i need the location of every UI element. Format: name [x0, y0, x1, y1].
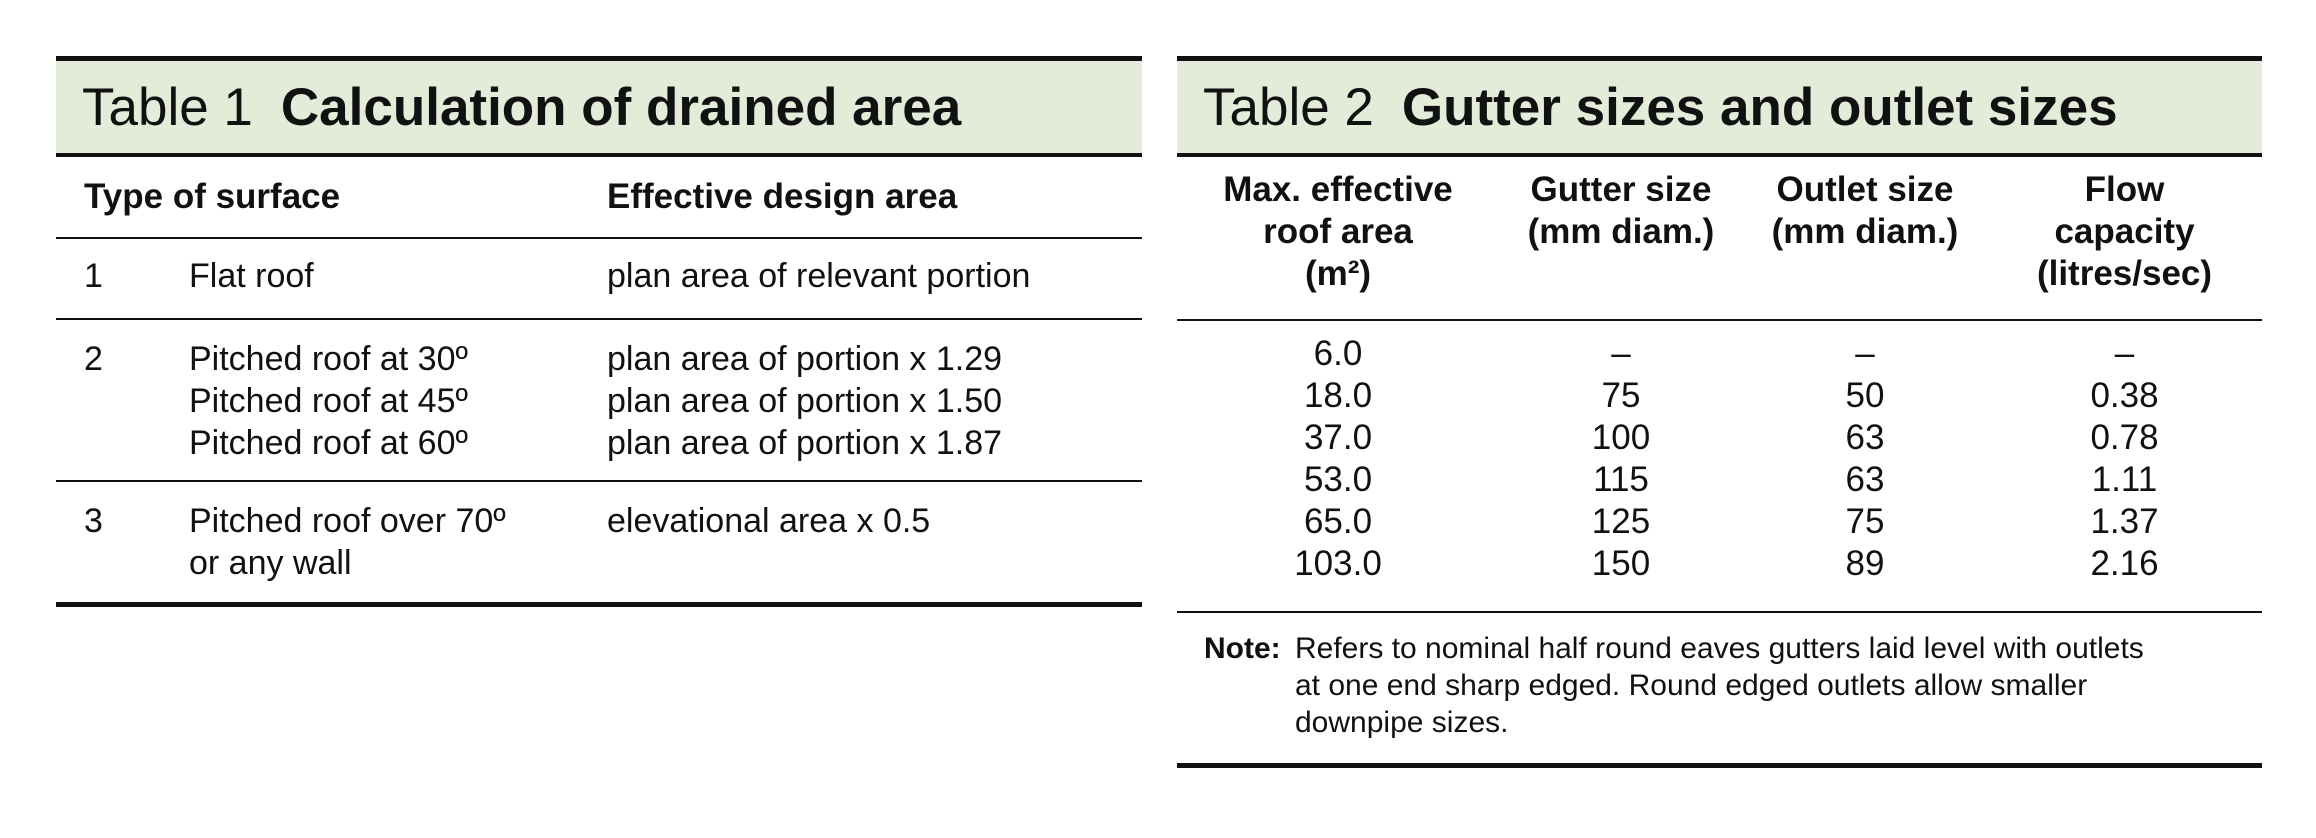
note-line: at one end sharp edged. Round edged outlets allow smaller: [1295, 669, 2088, 702]
table-2: [1177, 56, 2262, 768]
gutter-size-cell: 75: [1601, 376, 1641, 415]
outlet-size-cell: 75: [1845, 502, 1885, 541]
flow-capacity-cell: –: [2114, 334, 2135, 373]
header-line: Max. effective: [1223, 170, 1453, 209]
flow-capacity-cell: 1.37: [2090, 502, 2159, 541]
gutter-size-column: [1499, 333, 1743, 585]
table-2-body: [1177, 321, 2262, 613]
gutter-size-cell: 100: [1591, 418, 1651, 457]
surface-type: Pitched roof at 45º: [189, 382, 468, 420]
outlet-size-cell: 50: [1845, 376, 1885, 415]
flow-capacity-column: [1987, 333, 2262, 585]
outlet-size-column: [1743, 333, 1987, 585]
gutter-size-cell: 125: [1591, 502, 1651, 541]
design-area-cell: [607, 338, 1002, 464]
surface-type: Pitched roof at 60º: [189, 424, 468, 462]
outlet-size-cell: –: [1855, 334, 1875, 373]
header-line: (mm diam.): [1771, 212, 1959, 251]
table-1-title: Calculation of drained area: [280, 77, 962, 137]
header-gutter-size: [1499, 169, 1743, 253]
table-2-number: Table 2: [1203, 77, 1374, 137]
header-line: Gutter size: [1530, 170, 1712, 209]
roof-area-cell: 18.0: [1303, 376, 1373, 415]
note-line: Refers to nominal half round eaves gutters laid level with outlets: [1295, 632, 2144, 665]
note-text: [1295, 630, 2235, 741]
header-type-of-surface: Type of surface: [84, 177, 341, 216]
flow-capacity-cell: 2.16: [2090, 544, 2159, 583]
design-area: plan area of portion x 1.29: [607, 340, 1003, 378]
roof-area-cell: 6.0: [1313, 334, 1363, 373]
header-flow-capacity: [1987, 169, 2262, 295]
design-area-cell: [607, 255, 1030, 297]
roof-area-cell: 53.0: [1303, 460, 1373, 499]
table-row: [56, 239, 1142, 320]
surface-type: Pitched roof over 70º: [189, 502, 506, 540]
note-label: Note:: [1204, 632, 1281, 665]
flow-capacity-cell: 0.78: [2090, 418, 2159, 457]
header-line: roof area: [1263, 212, 1413, 251]
header-line: (m²): [1304, 254, 1372, 293]
table-2-header-row: [1177, 157, 2262, 321]
surface-type-cell: [189, 500, 506, 584]
header-line: capacity: [2054, 212, 2195, 251]
row-number: 2: [84, 340, 103, 378]
header-line: Outlet size: [1776, 170, 1954, 209]
header-line: (litres/sec): [2036, 254, 2213, 293]
header-line: Flow: [2084, 170, 2165, 209]
surface-type: Flat roof: [189, 257, 314, 295]
roof-area-column: [1177, 333, 1499, 585]
roof-area-cell: 37.0: [1303, 418, 1373, 457]
header-max-roof-area: [1177, 169, 1499, 295]
flow-capacity-cell: 1.11: [2091, 460, 2158, 499]
design-area: plan area of portion x 1.50: [607, 382, 1003, 420]
outlet-size-cell: 63: [1845, 418, 1885, 457]
roof-area-cell: 103.0: [1294, 544, 1382, 583]
row-number: 1: [84, 257, 103, 295]
table-1-number: Table 1: [82, 77, 253, 137]
gutter-size-cell: 150: [1591, 544, 1651, 583]
table-row: [56, 482, 1142, 607]
flow-capacity-cell: 0.38: [2090, 376, 2159, 415]
table-1: [56, 56, 1142, 607]
table-1-header-row: [56, 157, 1142, 239]
header-line: (mm diam.): [1527, 212, 1715, 251]
outlet-size-cell: 63: [1845, 460, 1885, 499]
outlet-size-cell: 89: [1845, 544, 1885, 583]
table-row: [56, 320, 1142, 482]
table-2-note: [1177, 613, 2262, 768]
design-area: plan area of portion x 1.87: [607, 424, 1003, 462]
table-2-title-band: [1177, 56, 2262, 157]
row-number: 3: [84, 502, 103, 540]
header-effective-design-area: Effective design area: [607, 177, 958, 216]
design-area: elevational area x 0.5: [607, 502, 931, 540]
design-area: plan area of relevant portion: [607, 257, 1031, 295]
surface-type: Pitched roof at 30º: [189, 340, 468, 378]
table-2-title: Gutter sizes and outlet sizes: [1401, 77, 2118, 137]
roof-area-cell: 65.0: [1303, 502, 1373, 541]
note-line: downpipe sizes.: [1295, 706, 1509, 739]
design-area-cell: [607, 500, 930, 542]
gutter-size-cell: 115: [1593, 460, 1649, 499]
surface-type-cell: [189, 255, 314, 297]
table-1-title-band: [56, 56, 1142, 157]
header-outlet-size: [1743, 169, 1987, 253]
gutter-size-cell: –: [1611, 334, 1631, 373]
surface-type-cell: [189, 338, 468, 464]
surface-type: or any wall: [189, 544, 352, 582]
